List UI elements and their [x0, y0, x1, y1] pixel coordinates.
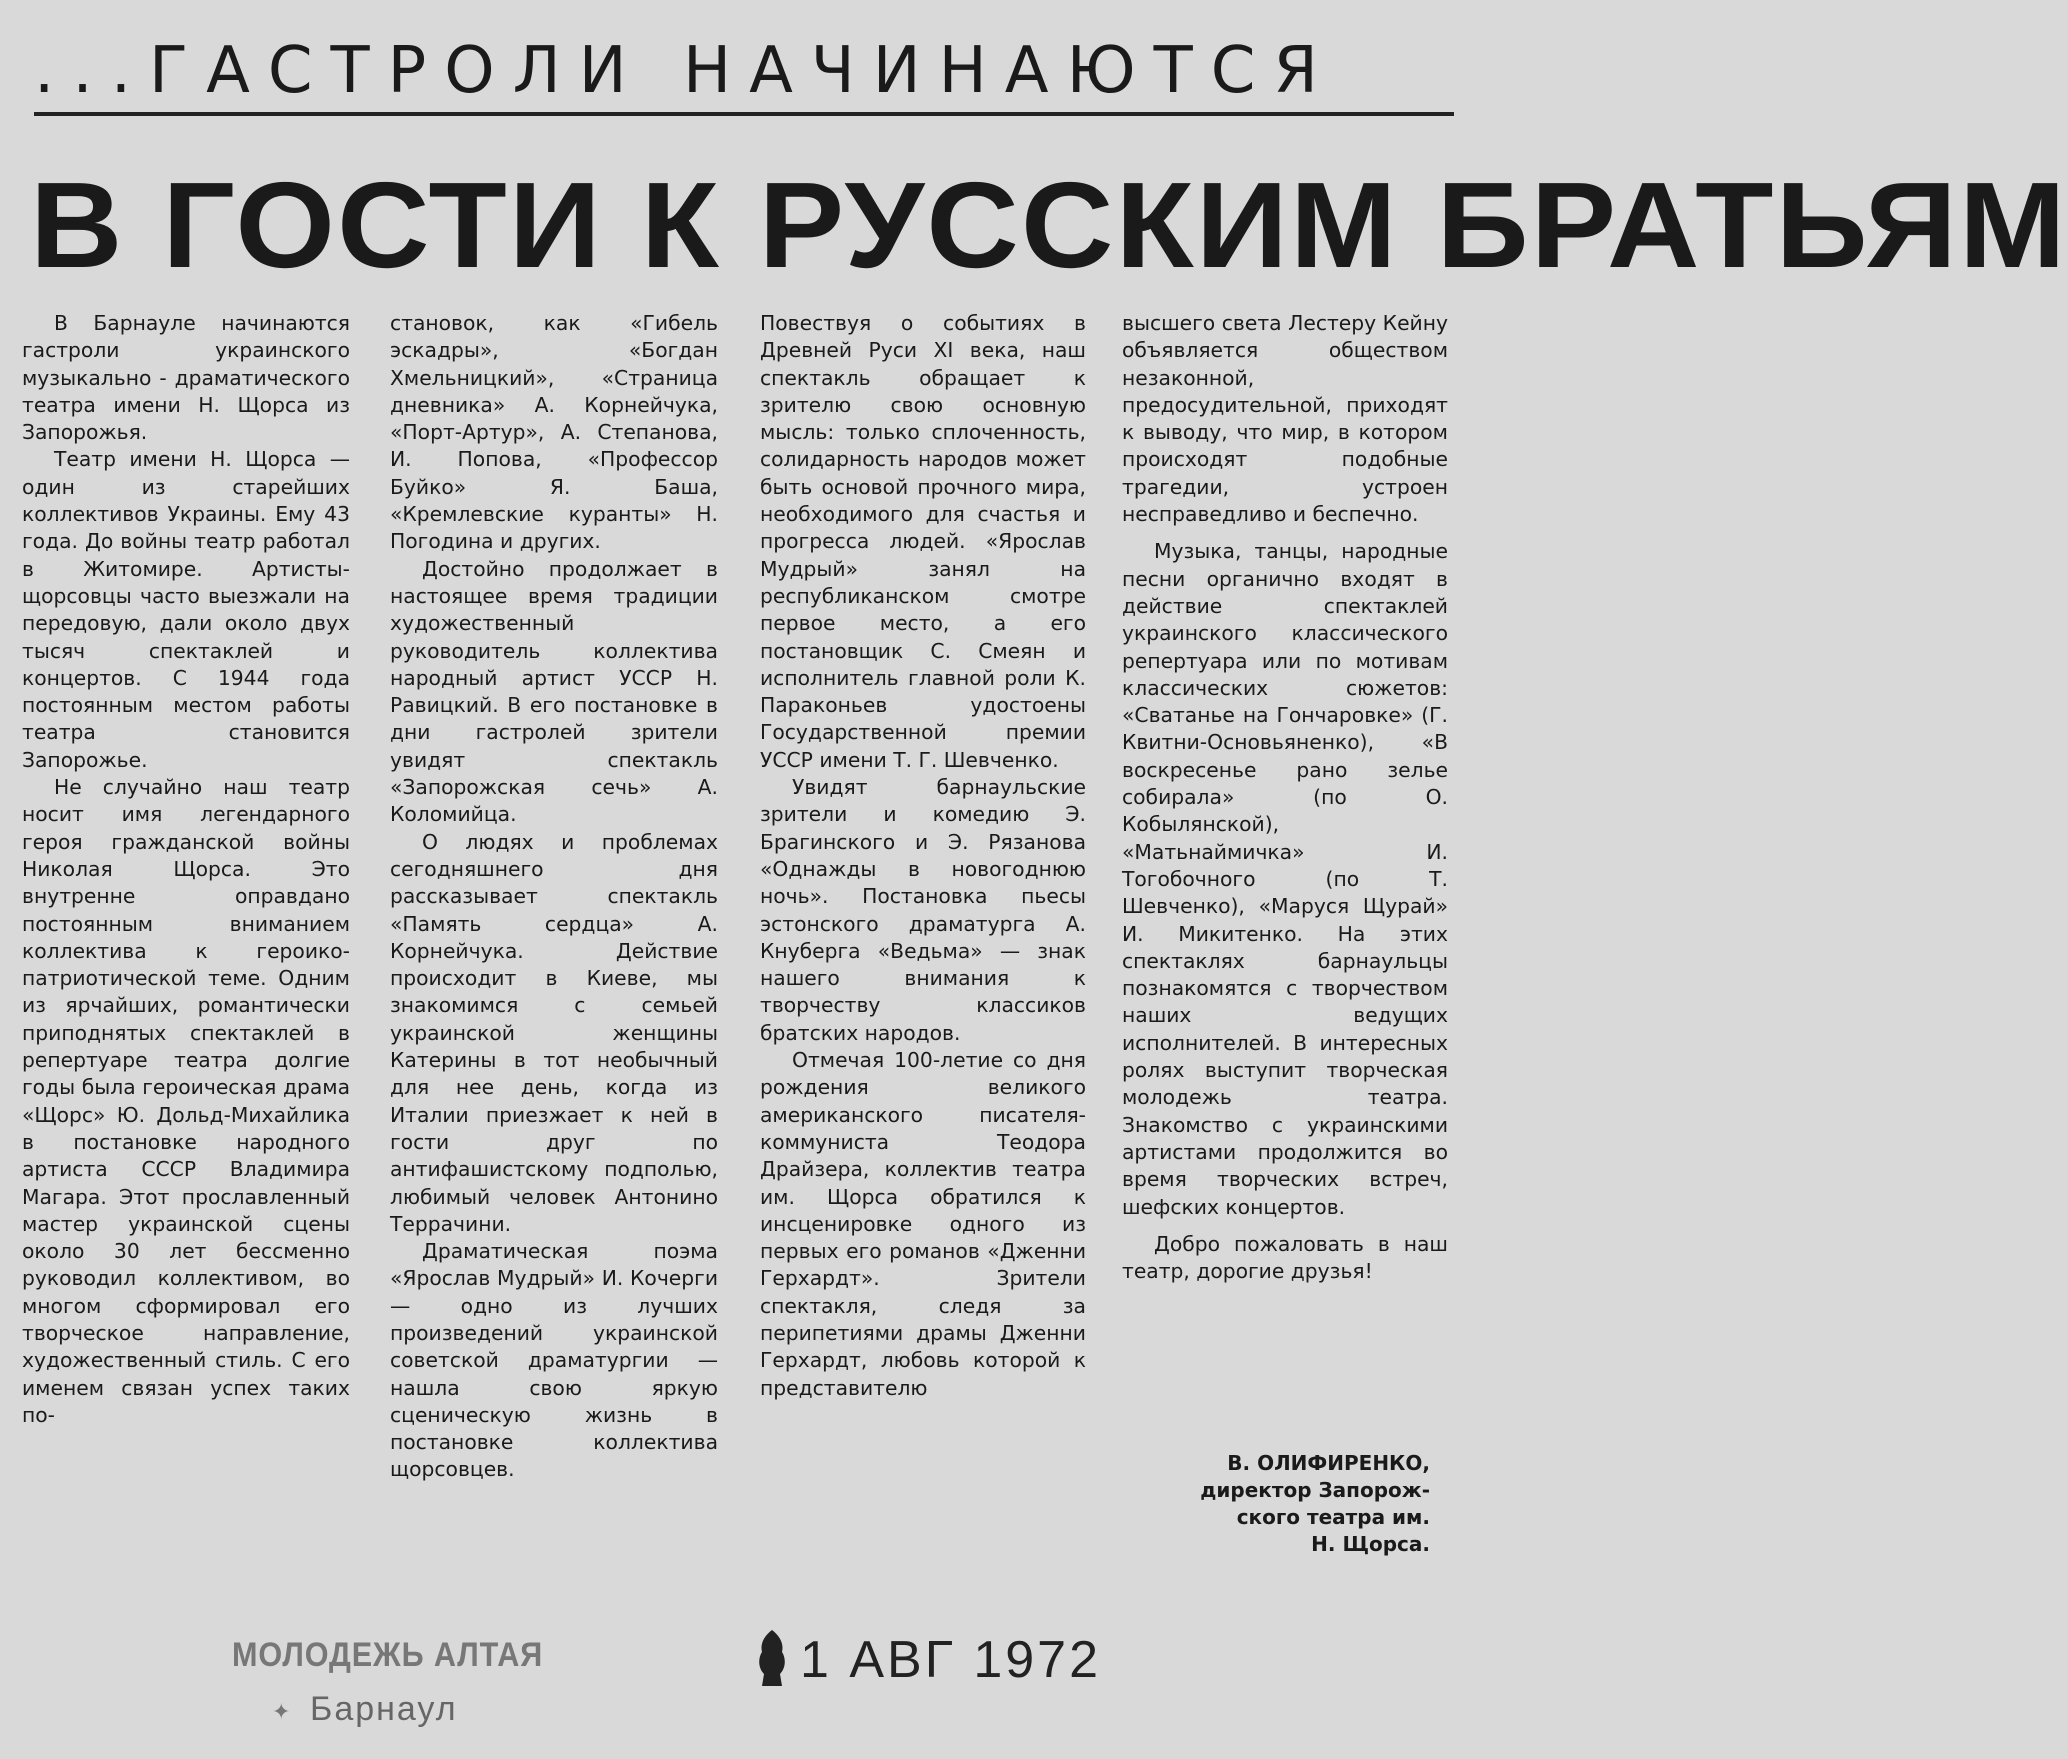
stamp-mark-icon: ✦: [272, 1700, 291, 1725]
paragraph: Отмечая 100-летие со дня рождения великого американского писателя-коммуниста Теодора Драйзера, коллектив театра им. Щорса обратился к инсценировке одного из первых его романов «Дженни Герхардт». Зрители спектакля, следя за перипетиями драмы Дженни Герхардт, любовь которой к представителю: [760, 1048, 1086, 1400]
paragraph: Не случайно наш театр носит имя легендарного героя гражданской войны Николая Щорса. Это внутренне оправдано постоянным вниманием коллектива к героико-патриотической теме. Одним из ярчайших, романтически приподнятых спектаклей в репертуаре театра долгие годы была героическая драма «Щорс» Ю. Дольд-Михайлика в постановке народного артиста СССР Владимира Магара. Этот прославленный мастер украинской сцены около 30 лет бессменно руководил коллективом, во многом сформировал его творческое направление, художественный стиль. С его именем связан успех таких по-: [22, 775, 350, 1427]
article-column-2: [390, 310, 718, 1484]
author-title-line: ского театра им.: [1236, 1505, 1430, 1529]
article-column-1: [22, 310, 350, 1429]
author-title-line: директор Запорож-: [1200, 1478, 1430, 1502]
newspaper-stamp: МОЛОДЕЖЬ АЛТАЯ: [232, 1636, 544, 1674]
author-signature: [1140, 1450, 1430, 1558]
paragraph: О людях и проблемах сегодняшнего дня рассказывает спектакль «Память сердца» А. Корнейчука. Действие происходит в Киеве, мы знакомимся с семьей украинской женщины Катерины в тот необычный для нее день, когда из Италии приезжает к ней в гости друг по антифашистскому подполью, любимый человек Антонино Террачини.: [390, 829, 718, 1236]
paragraph: Повествуя о событиях в Древней Руси XI века, наш спектакль обращает к зрителю свою основную мысль: только сплоченность, солидарность народов может быть основой прочного мира, необходимого для счастья и прогресса людей. «Ярослав Мудрый» занял на республиканском смотре первое место, а его постановщик С. Смеян и исполнитель главной роли К. Параконьев удостоены Государственной премии УССР имени Т. Г. Шевченко.: [760, 311, 1086, 772]
author-title-line: Н. Щорса.: [1311, 1532, 1430, 1556]
paragraph: Драматическая поэма «Ярослав Мудрый» И. Кочерги — одно из лучших произведений украинской советской драматургии — нашла свою яркую сценическую жизнь в постановке коллектива щорсовцев.: [390, 1239, 718, 1482]
newspaper-city-stamp: Барнаул: [310, 1690, 458, 1728]
paragraph: Театр имени Н. Щорса — один из старейших коллективов Украины. Ему 43 года. До войны театр работал в Житомире. Артисты-щорсовцы часто выезжали на передовую, дали около двух тысяч спектаклей и концертов. С 1944 года постоянным местом работы театра становится Запорожье.: [22, 447, 350, 772]
kicker-rule: [34, 112, 1454, 116]
paragraph: становок, как «Гибель эскадры», «Богдан Хмельницкий», «Страница дневника» А. Корнейчука, «Порт-Артур», А. Степанова, И. Попова, «Профессор Буйко» Я. Баша, «Кремлевские куранты» Н. Погодина и других.: [390, 311, 718, 554]
section-kicker: ...ГАСТРОЛИ НАЧИНАЮТСЯ: [34, 34, 1336, 108]
paragraph: высшего света Лестеру Кейну объявляется обществом незаконной, предосудительной, приходят к выводу, что мир, в котором происходят подобные трагедии, устроен несправедливо и беспечно.: [1122, 311, 1448, 527]
emblem-icon: [754, 1628, 790, 1688]
author-name: В. ОЛИФИРЕНКО,: [1227, 1451, 1430, 1475]
paragraph: Добро пожаловать в наш театр, дорогие друзья!: [1122, 1231, 1448, 1284]
paragraph: Достойно продолжает в настоящее время традиции художественный руководитель коллектива народный артист УССР Н. Равицкий. В его постановке в дни гастролей зрители увидят спектакль «Запорожская сечь» А. Коломийца.: [390, 556, 718, 827]
article-column-3: [760, 310, 1086, 1402]
article-column-4: [1122, 310, 1448, 1285]
date-stamp: 1 АВГ 1972: [800, 1631, 1102, 1689]
paragraph: Музыка, танцы, народные песни органично входят в действие спектаклей украинского классического репертуара или по мотивам классических сюжетов: «Сватанье на Гончаровке» (Г. Квитни-Основьяненко), «В воскресенье рано зелье собирала» (по О. Кобылянской), «Матьнаймичка» И. Тогобочного (по Т. Шевченко), «Маруся Щурай» И. Микитенко. На этих спектаклях барнаульцы познакомятся с творчеством наших ведущих исполнителей. В интересных ролях выступит творческая молодежь театра. Знакомство с украинскими артистами продолжится во время творческих встреч, шефских концертов.: [1122, 539, 1448, 1219]
paragraph: Увидят барнаульские зрители и комедию Э. Брагинского и Э. Рязанова «Однажды в новогоднюю ночь». Постановка пьесы эстонского драматурга А. Кнуберга «Ведьма» — знак нашего внимания к творчеству классиков братских народов.: [760, 775, 1086, 1045]
paragraph: В Барнауле начинаются гастроли украинского музыкально - драматического театра имени Н. Щорса из Запорожья.: [22, 311, 350, 445]
headline: В ГОСТИ К РУССКИМ БРАТЬЯМ: [30, 157, 2068, 293]
